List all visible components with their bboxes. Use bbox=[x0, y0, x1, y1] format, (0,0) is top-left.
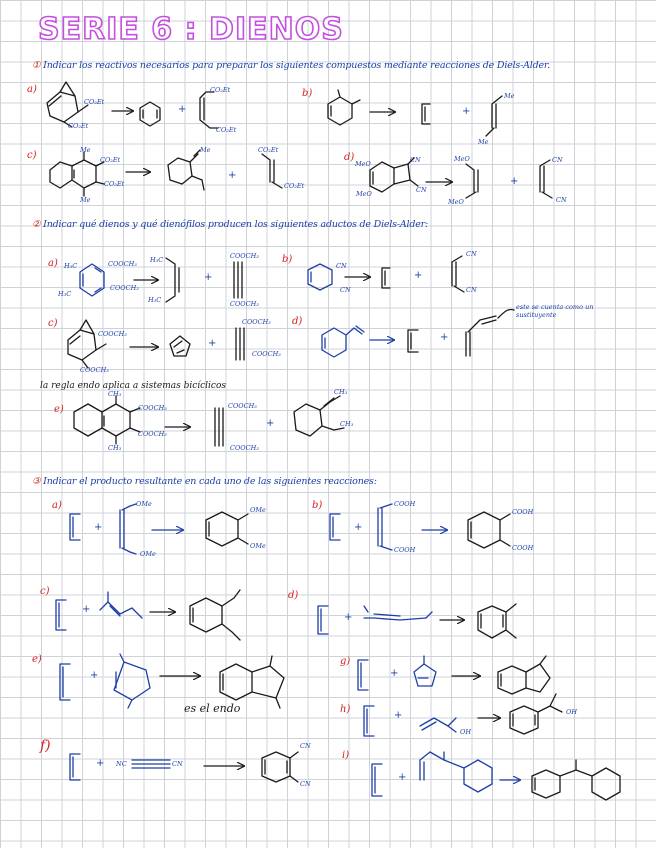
q2c-label: c) bbox=[48, 318, 58, 329]
q3b-product-cooh1: COOH bbox=[512, 508, 534, 516]
q3b-plus: + bbox=[354, 522, 363, 533]
q2d-diene bbox=[408, 330, 418, 352]
q2e-diene bbox=[294, 396, 344, 436]
q3f-dienophile bbox=[132, 760, 170, 768]
q3a-product-ome1: OMe bbox=[250, 506, 266, 514]
q3g-dienophile-cyclopentenone bbox=[414, 656, 436, 686]
q1b-label: b) bbox=[302, 88, 313, 99]
q3h-diene bbox=[364, 706, 374, 736]
q2a-h3c-top: H₃C bbox=[64, 262, 78, 270]
q3d-dienophile bbox=[364, 606, 432, 620]
q1a-adduct-co2et1: CO₂Et bbox=[84, 98, 105, 106]
q3h-label: h) bbox=[340, 704, 351, 715]
q2-number: ② bbox=[32, 219, 41, 230]
q3f-cn: CN bbox=[172, 760, 183, 768]
q2e-cooch3-2: COOCH₃ bbox=[138, 430, 167, 438]
q1a-co2et-top: CO₂Et bbox=[210, 86, 231, 94]
q2c-dienophile bbox=[236, 328, 244, 360]
q3b-dienophile bbox=[378, 504, 392, 550]
q1c-product-co2et-top: CO₂Et bbox=[258, 146, 279, 154]
q1a-label: a) bbox=[27, 84, 37, 95]
q1a-adduct bbox=[47, 82, 88, 127]
q3c-product bbox=[190, 590, 240, 640]
q2b-cn2: CN bbox=[340, 286, 351, 294]
q2e-product-ch3-2: CH₃ bbox=[340, 420, 354, 428]
q2e-ch3-top: CH₃ bbox=[108, 390, 122, 398]
q3e-plus: + bbox=[90, 670, 99, 681]
q3a-ome1: OMe bbox=[136, 500, 152, 508]
q2a-product-cooch3-top: COOCH₃ bbox=[230, 252, 259, 260]
q3g-plus: + bbox=[390, 668, 399, 679]
q3g-label: g) bbox=[340, 656, 351, 667]
q1b-me1: Me bbox=[504, 92, 515, 100]
q3a-ome2: OMe bbox=[140, 550, 156, 558]
q3e-diene bbox=[60, 664, 70, 700]
q1c-label: c) bbox=[27, 150, 37, 161]
q2b-adduct bbox=[308, 264, 332, 290]
q1d-product-cn2: CN bbox=[556, 196, 567, 204]
q3c-diene bbox=[56, 600, 66, 630]
q2a-adduct bbox=[80, 264, 104, 296]
q2-text: Indicar qué dienos y qué dienófilos producen los siguientes aductos de Diels-Alder: bbox=[43, 219, 429, 230]
q2a-diene bbox=[166, 258, 179, 302]
q1d-product-meo-top: MeO bbox=[454, 155, 470, 163]
q1c-plus: + bbox=[228, 170, 237, 181]
q2b-cn1: CN bbox=[336, 262, 347, 270]
q1c-adduct bbox=[50, 152, 104, 196]
q3h-dienophile bbox=[420, 718, 456, 732]
q2a-dienophile bbox=[234, 262, 242, 298]
q3i-label: i) bbox=[342, 750, 350, 761]
q1c-me-top: Me bbox=[80, 146, 91, 154]
q2c-plus: + bbox=[208, 338, 217, 349]
q2d-adduct bbox=[322, 326, 364, 357]
q3b-cooh2: COOH bbox=[394, 546, 416, 554]
q3b-product bbox=[468, 512, 510, 548]
q3f-product-cn1: CN bbox=[300, 742, 311, 750]
q1d-product-meo-bot: MeO bbox=[448, 198, 464, 206]
q2d-label: d) bbox=[292, 316, 303, 327]
q1c-co2et1: CO₂Et bbox=[100, 156, 121, 164]
q3d-label: d) bbox=[288, 590, 299, 601]
q3a-plus: + bbox=[94, 522, 103, 533]
q3a-product-ome2: OMe bbox=[250, 542, 266, 550]
q3b-cooh1: COOH bbox=[394, 500, 416, 508]
q3a-diene bbox=[70, 514, 80, 540]
q2b-product-cn1: CN bbox=[466, 250, 477, 258]
q3f-diene bbox=[70, 754, 80, 780]
q3e-label: e) bbox=[32, 654, 42, 665]
q2e-cooch3-1: COOCH₃ bbox=[138, 404, 167, 412]
q3a-label: a) bbox=[52, 500, 62, 511]
q1a-plus: + bbox=[178, 104, 187, 115]
q1c-diene bbox=[168, 150, 204, 190]
q2e-label: e) bbox=[54, 404, 64, 415]
q3h-oh: OH bbox=[460, 728, 471, 736]
q1d-plus: + bbox=[510, 176, 519, 187]
page-title: SERIE 6 : DIENOS bbox=[38, 12, 344, 47]
q3a-dienophile bbox=[120, 504, 136, 554]
q3i-product bbox=[532, 760, 620, 800]
endo-rule-note: la regla endo aplica a sistemas bicíclicos bbox=[40, 381, 227, 391]
q3e-dienophile-maleic-anhydride bbox=[114, 654, 150, 708]
q1b-diene bbox=[422, 104, 430, 124]
q3e-product bbox=[220, 656, 284, 708]
q2a-h3c-bot: H₃C bbox=[58, 290, 72, 298]
q1d-label: d) bbox=[344, 152, 355, 163]
q3d-diene bbox=[318, 606, 328, 634]
q2b-product-cn2: CN bbox=[466, 286, 477, 294]
q1d-product-cn1: CN bbox=[552, 156, 563, 164]
q3h-plus: + bbox=[394, 710, 403, 721]
q1c-product-co2et-bot: CO₂Et bbox=[284, 182, 305, 190]
q3g-diene bbox=[358, 660, 368, 690]
q1d-cn1: CN bbox=[410, 156, 421, 164]
q1b-adduct bbox=[328, 90, 360, 125]
q2a-product-h3c-bot: H₃C bbox=[148, 296, 162, 304]
q1-number: ① bbox=[32, 60, 41, 71]
q1b-plus: + bbox=[462, 106, 471, 117]
q2d-note: este se cuenta como un sustituyente bbox=[516, 303, 594, 319]
q3h-product bbox=[510, 694, 562, 734]
q3d-product bbox=[478, 604, 516, 638]
q2e-dienophile bbox=[215, 408, 223, 446]
q3-number: ③ bbox=[32, 476, 41, 487]
q3d-plus: + bbox=[344, 612, 353, 623]
q2a-cooch3-bot: COOCH₃ bbox=[110, 284, 139, 292]
q2c-adduct bbox=[68, 320, 106, 368]
q1c-me-bot: Me bbox=[80, 196, 91, 204]
q1a-diene-cyclohexadiene bbox=[140, 102, 160, 126]
q1c-dienophile bbox=[262, 154, 282, 188]
q2a-product-cooch3-bot: COOCH₃ bbox=[230, 300, 259, 308]
q3i-dienophile bbox=[420, 752, 492, 792]
q1c-co2et2: CO₂Et bbox=[104, 180, 125, 188]
q1d-diene bbox=[466, 164, 478, 198]
q2d-dienophile bbox=[466, 316, 496, 356]
q1d-meo-bot: MeO bbox=[356, 190, 372, 198]
q2c-cooch3-2: COOCH₃ bbox=[80, 366, 109, 374]
q3e-endo-note: es el endo bbox=[184, 702, 241, 715]
q2e-ch3-bot: CH₃ bbox=[108, 444, 122, 452]
q3-text: Indicar el producto resultante en cada uno de las siguientes reacciones: bbox=[43, 476, 377, 487]
q1d-cn2: CN bbox=[416, 186, 427, 194]
q2e-adduct bbox=[74, 396, 140, 444]
q2b-diene bbox=[382, 268, 390, 288]
q3c-label: c) bbox=[40, 586, 50, 597]
q1-text: Indicar los reactivos necesarios para preparar los siguientes compuestos mediante reacciones de Diels-Alder. bbox=[43, 60, 551, 71]
q2a-plus: + bbox=[204, 272, 213, 283]
q3i-plus: + bbox=[398, 772, 407, 783]
q2e-product-cooch3-top: COOCH₃ bbox=[228, 402, 257, 410]
q2c-product-cooch3-2: COOCH₃ bbox=[252, 350, 281, 358]
q2c-product-cooch3-1: COOCH₃ bbox=[242, 318, 271, 326]
q3g-product bbox=[498, 656, 550, 694]
q3b-label: b) bbox=[312, 500, 323, 511]
q1d-dienophile bbox=[540, 160, 552, 198]
q3f-label: f) bbox=[40, 738, 51, 754]
q1b-me2: Me bbox=[478, 138, 489, 146]
q2d-plus: + bbox=[440, 332, 449, 343]
q2e-plus: + bbox=[266, 418, 275, 429]
q2a-cooch3-top: COOCH₃ bbox=[108, 260, 137, 268]
q2c-cooch3-1: COOCH₃ bbox=[98, 330, 127, 338]
q2e-product-ch3-1: CH₃ bbox=[334, 388, 348, 396]
q3c-dienophile bbox=[100, 592, 142, 618]
q3i-diene bbox=[372, 764, 382, 796]
q2b-dienophile bbox=[452, 256, 464, 292]
q1d-meo-top: MeO bbox=[355, 160, 371, 168]
q3f-product bbox=[262, 752, 298, 782]
q2b-label: b) bbox=[282, 254, 293, 265]
q3c-plus: + bbox=[82, 604, 91, 615]
q2e-product-cooch3-bot: COOCH₃ bbox=[230, 444, 259, 452]
q3b-diene bbox=[330, 514, 340, 540]
q2c-diene-furan bbox=[170, 336, 190, 356]
q1c-product-me: Me bbox=[200, 146, 211, 154]
q3f-product-cn2: CN bbox=[300, 780, 311, 788]
q1b-dienophile bbox=[486, 96, 502, 136]
q3a-product bbox=[206, 512, 248, 546]
q1a-co2et-bot: CO₂Et bbox=[216, 126, 237, 134]
q3f-plus: + bbox=[96, 758, 105, 769]
q2a-product-h3c-top: H₃C bbox=[150, 256, 164, 264]
q2b-plus: + bbox=[414, 270, 423, 281]
q2d-note-arrow bbox=[498, 309, 514, 318]
q3f-nc: NC bbox=[116, 760, 127, 768]
q3h-product-oh: OH bbox=[566, 708, 577, 716]
q2a-label: a) bbox=[48, 258, 58, 269]
q1a-dienophile bbox=[200, 92, 218, 128]
q1a-adduct-co2et2: CO₂Et bbox=[68, 122, 89, 130]
q3b-product-cooh2: COOH bbox=[512, 544, 534, 552]
